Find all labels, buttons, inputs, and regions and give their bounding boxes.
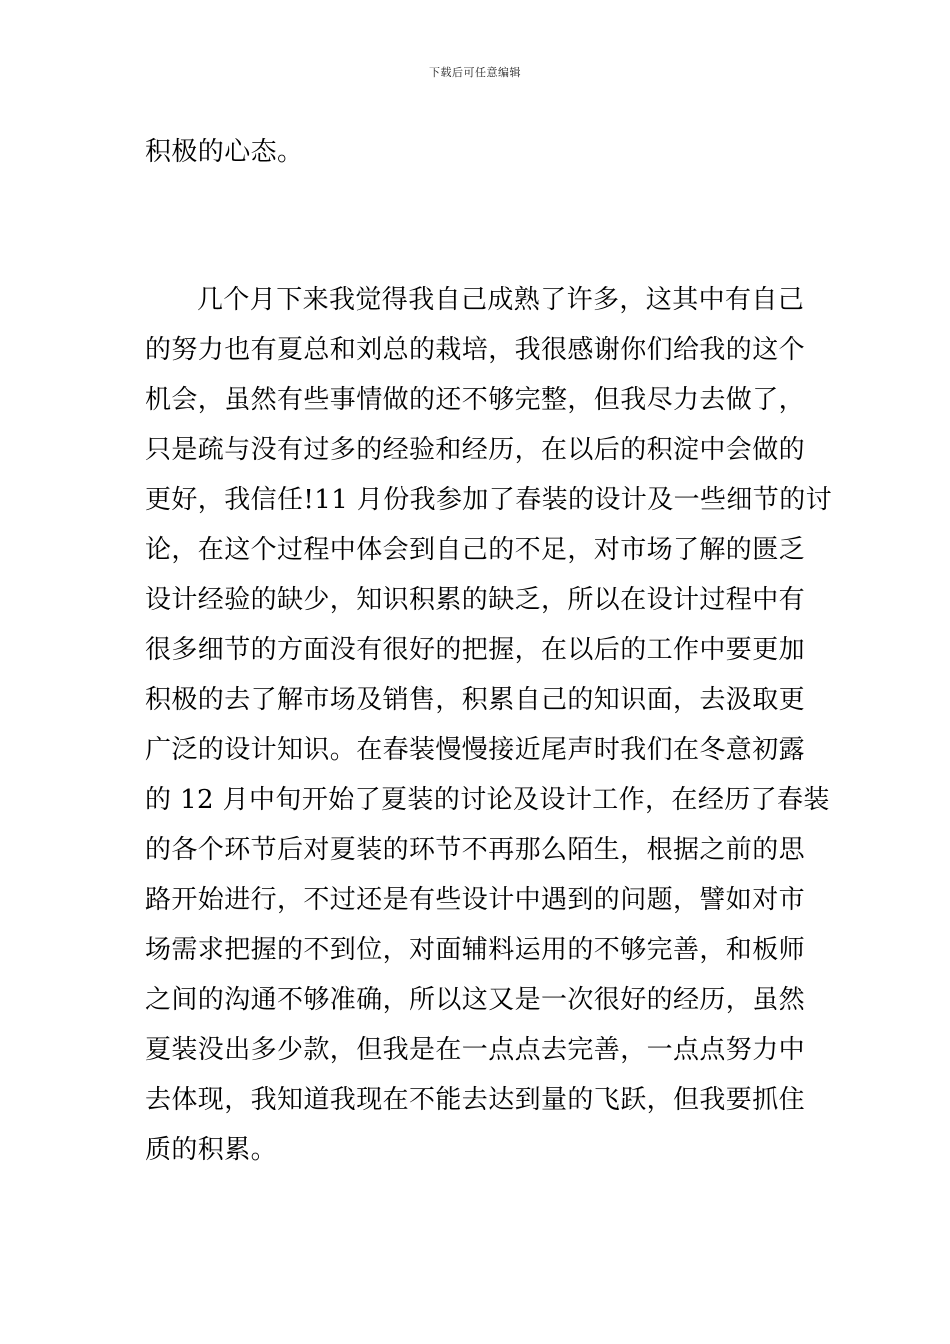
- text-line: 的各个环节后对夏装的环节不再那么陌生，根据之前的思: [145, 835, 806, 865]
- text-line: 路开始进行，不过还是有些设计中遇到的问题，譬如对市: [145, 885, 806, 915]
- text-line: 积极的心态。: [145, 137, 304, 167]
- text-line: 的努力也有夏总和刘总的栽培，我很感谢你们给我的这个: [145, 335, 806, 365]
- text-line: 积极的去了解市场及销售，积累自己的知识面，去汲取更: [145, 685, 806, 715]
- text-line: 场需求把握的不到位，对面辅料运用的不够完善，和板师: [145, 935, 806, 965]
- text-line: 夏装没出多少款，但我是在一点点去完善，一点点努力中: [145, 1035, 806, 1065]
- text-line: 之间的沟通不够准确，所以这又是一次很好的经历，虽然: [145, 985, 806, 1015]
- page-header-note: 下载后可任意编辑: [429, 66, 521, 79]
- text-line: 的 12 月中旬开始了夏装的讨论及设计工作，在经历了春装: [145, 785, 830, 815]
- paragraph-1: [145, 127, 807, 177]
- paragraph-2: [145, 275, 832, 1175]
- text-line: 更好，我信任!11 月份我参加了春装的设计及一些细节的讨: [145, 485, 832, 515]
- text-line: 几个月下来我觉得我自己成熟了许多，这其中有自己: [197, 285, 805, 315]
- text-line: 广泛的设计知识。在春装慢慢接近尾声时我们在冬意初露: [145, 735, 806, 765]
- text-line: 去体现，我知道我现在不能去达到量的飞跃，但我要抓住: [145, 1085, 806, 1115]
- text-line: 论，在这个过程中体会到自己的不足，对市场了解的匮乏: [145, 535, 806, 565]
- text-line: 机会，虽然有些事情做的还不够完整，但我尽力去做了，: [145, 385, 806, 415]
- text-line: 只是疏与没有过多的经验和经历，在以后的积淀中会做的: [145, 435, 806, 465]
- text-line: 很多细节的方面没有很好的把握，在以后的工作中要更加: [145, 635, 806, 665]
- text-line: 设计经验的缺少，知识积累的缺乏，所以在设计过程中有: [145, 585, 806, 615]
- text-line: 质的积累。: [145, 1135, 278, 1165]
